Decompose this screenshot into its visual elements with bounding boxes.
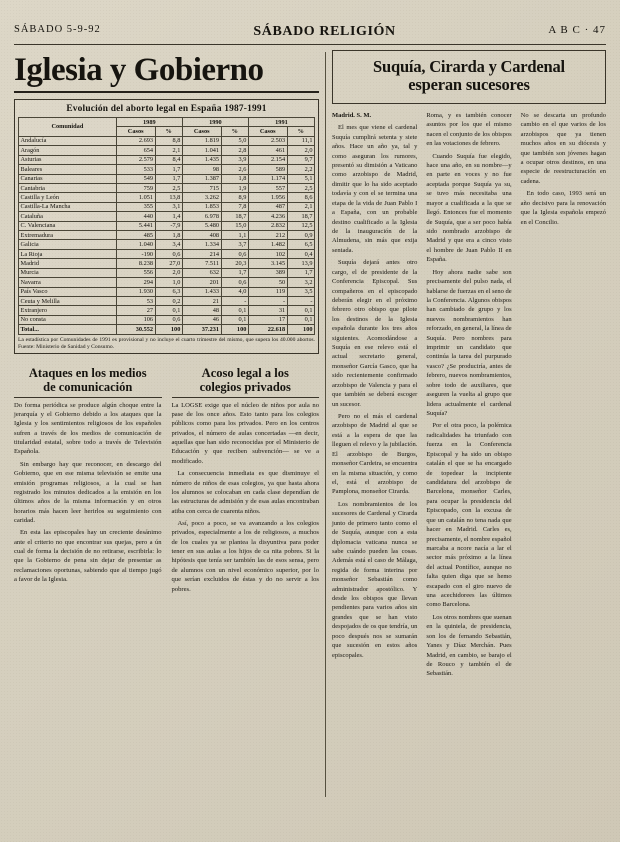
page-body	[14, 50, 606, 820]
cell-value: 106	[116, 315, 155, 324]
cell-value: -7,9	[155, 221, 182, 230]
cell-region: Extranjero	[19, 306, 117, 315]
cell-value: 46	[182, 315, 221, 324]
cell-value: -	[287, 297, 314, 306]
cell-value: 556	[116, 268, 155, 277]
cell-total-value: 22.618	[248, 325, 287, 334]
cell-value: 1,8	[155, 231, 182, 240]
cell-value: 1.040	[116, 240, 155, 249]
article-medios-rule	[14, 397, 162, 398]
cell-value: 2,5	[155, 183, 182, 192]
paragraph: Hoy ahora nadie sabe son precisamente del pulso nada, el hablarse de fuerzas en el seno de la Conferencia. Algunos obispos han cambiado de grupo y los nuevos nombramientos han reforzado, en general, la línea de Suquía. Pero nombres para imprimir un candidato que continúa la tarea del purpurado vasco? ¿Se produciría, antes de febrero, nuevos nombramientos, sobre todo de auxiliares, que aseguren la vuelta al grupo que lidera actualmente el cardenal Suquía?	[426, 268, 512, 418]
religion-headline-box	[332, 50, 606, 104]
table-row	[19, 202, 315, 211]
cell-value: 5,1	[287, 174, 314, 183]
cell-value: 1.334	[182, 240, 221, 249]
cell-value: 5.480	[182, 221, 221, 230]
cell-value: 4,0	[221, 287, 248, 296]
cell-value: 3,2	[287, 278, 314, 287]
paragraph: La consecuencia inmediata es que disminuye el número de niños de esas colegios, ya que hasta ahora los alumnos se colocaban en cada clase dependían de las estructuras de admisión y de esas aulas encontraban atiba con cerca de cuarenta niños.	[171, 470, 319, 515]
th-casos-89: Casos	[116, 127, 155, 136]
cell-value: 2.579	[116, 155, 155, 164]
article-medios-title: Ataques en los medios de comunicación	[28, 365, 147, 394]
cell-value: 0,1	[155, 306, 182, 315]
table-row	[19, 315, 315, 324]
cell-total-value: 100	[221, 325, 248, 334]
cell-value: 8,8	[155, 136, 182, 145]
cell-value: 294	[116, 278, 155, 287]
cell-value: 389	[248, 268, 287, 277]
cell-value: 1.041	[182, 146, 221, 155]
cell-value: 3,9	[221, 155, 248, 164]
table-row	[19, 240, 315, 249]
cell-value: 12,5	[287, 221, 314, 230]
cell-value: 11,1	[287, 136, 314, 145]
paragraph: Los otros nombres que suenan en la quiniela, de presidencia, son los de fernando Sebastián, Yanes y Díaz Merchán. Pues Madrid, en cambio, se barajo el de Rouco y también el de Sebastián.	[426, 613, 512, 678]
religion-col-1	[332, 111, 417, 682]
cell-value: 5,0	[221, 136, 248, 145]
cell-value: 557	[248, 183, 287, 192]
cell-value: 6,3	[155, 287, 182, 296]
cell-value: 2.503	[248, 136, 287, 145]
cell-value: 102	[248, 249, 287, 258]
cell-value: 1.433	[182, 287, 221, 296]
cell-total-value: 100	[287, 325, 314, 334]
cell-value: 50	[248, 278, 287, 287]
cell-value: 0,1	[221, 315, 248, 324]
paragraph: Roma, y es también conocer asuntos por los que el mismo nacen el conjunto de los obispos en las votaciones de febrero.	[426, 111, 512, 148]
paragraph: Suquía dejará antes otro cargo, el de presidente de la Conferencia Episcopal. Sus compañeros en el episcopado deberán elegir en el próximo febrero otro obispo que pilote los destinos de la Iglesia española durante los tres años siguientes. Acomodándose a Suquía en ese relevo está el actual secretario general, monseñor García Gasco, que ha sido recientemente confirmado arzobispo de Valencia y para el que también se deberá escoger un sucesor.	[332, 259, 418, 408]
cell-region: No consta	[19, 315, 117, 324]
cell-value: 15,0	[221, 221, 248, 230]
cell-value: 1,7	[155, 174, 182, 183]
cell-value: -	[221, 297, 248, 306]
cell-value: 2,2	[287, 165, 314, 174]
cell-region: Cataluña	[19, 212, 117, 221]
cell-value: 1.930	[116, 287, 155, 296]
table-row	[19, 306, 315, 315]
left-column-zone	[14, 50, 319, 597]
cell-value: 1,7	[287, 268, 314, 277]
cell-value: 0,6	[221, 249, 248, 258]
cell-region: Ceuta y Melilla	[19, 297, 117, 306]
paragraph: Pero no el más el cardenal arzobispo de Madrid al que se está a la espera de que las lleguen el relevo y la jubilación. El arzobispo de Burgos, monseñor Cardeira, se encuentra en la misma situación, y como el, está el arzobispo de Pamplona, monseñor Cirarda.	[332, 413, 418, 496]
column-divider	[325, 52, 326, 797]
article-medios	[14, 362, 162, 597]
cell-value: 9,7	[287, 155, 314, 164]
masthead	[14, 24, 606, 45]
cell-value: 1.435	[182, 155, 221, 164]
cell-value: 3,5	[287, 287, 314, 296]
cell-value: 3,4	[155, 240, 182, 249]
page-title: Iglesia y Gobierno	[14, 52, 264, 88]
cell-value: 5.441	[116, 221, 155, 230]
table-body	[19, 136, 315, 334]
cell-value: 0,4	[287, 249, 314, 258]
cell-value: 0,6	[221, 278, 248, 287]
cell-region: Madrid	[19, 259, 117, 268]
religion-col-2	[426, 111, 511, 682]
cell-value: 2,8	[221, 146, 248, 155]
article-colegios-body	[172, 401, 320, 594]
table-row	[19, 165, 315, 174]
cell-value: 461	[248, 146, 287, 155]
cell-region: Baleares	[19, 165, 117, 174]
cell-region: Galicia	[19, 240, 117, 249]
th-1990: 1990	[182, 118, 248, 127]
cell-value: 13,9	[287, 259, 314, 268]
cell-value: 214	[182, 249, 221, 258]
cell-value: 2,1	[287, 202, 314, 211]
article-colegios	[172, 362, 320, 597]
cell-value: 2.693	[116, 136, 155, 145]
table-row	[19, 268, 315, 277]
cell-value: 654	[116, 146, 155, 155]
cell-value: 2,0	[155, 268, 182, 277]
table-header-row-top	[19, 118, 315, 127]
cell-value: 20,3	[221, 259, 248, 268]
cell-value: 533	[116, 165, 155, 174]
cell-value: 8,6	[287, 193, 314, 202]
cell-total-value: 100	[155, 325, 182, 334]
cell-value: 119	[248, 287, 287, 296]
cell-value: -	[248, 297, 287, 306]
th-pct-90: %	[221, 127, 248, 136]
cell-value: 0,1	[287, 306, 314, 315]
cell-value: 1.174	[248, 174, 287, 183]
cell-value: 589	[248, 165, 287, 174]
cell-value: 48	[182, 306, 221, 315]
cell-region: Cantabria	[19, 183, 117, 192]
paragraph: Cuando Suquía fue elegido, hace una año, en su nombre—y en parte en voces y no fue aceptada porque Suquía ya su, se tuvo más necesitaba una mayor a cualificada a la que se llegó. Entonces fue el momento de Suquía, que a ser poco había sido nombrado arzobispo de Madrid y que era a cinco visto el hombre de Juan Pablo II en España.	[426, 152, 512, 264]
cell-region: C. Valenciana	[19, 221, 117, 230]
cell-value: 13,8	[155, 193, 182, 202]
cell-value: 355	[116, 202, 155, 211]
table-row	[19, 259, 315, 268]
religion-headline: Suquía, Cirarda y Cardenal esperan sucesores	[373, 57, 565, 95]
right-column-zone	[332, 50, 606, 682]
cell-region: Aragón	[19, 146, 117, 155]
abortion-data-table	[18, 117, 315, 335]
cell-value: 759	[116, 183, 155, 192]
cell-region: Asturias	[19, 155, 117, 164]
paragraph: La LOGSE exige que el núcleo de niños por aula no pase de los once años. Esto tanto para los colegios públicos como para los privados. Pero en los centros privados, el número de aulas concertadas —en decir, aquellas que han sido reconocidas por el Ministerio de Educación y que reciben subvención— se ve a modificado.	[171, 401, 319, 465]
cell-region: Castilla y León	[19, 193, 117, 202]
masthead-date: SÁBADO 5-9-92	[14, 24, 101, 35]
cell-value: 487	[248, 202, 287, 211]
article-colegios-title: Acoso legal a los colegios privados	[199, 365, 291, 394]
table-title: Evolución del aborto legal en España 1987-1991	[66, 104, 267, 114]
cell-value: 0,6	[155, 249, 182, 258]
cell-value: 7.511	[182, 259, 221, 268]
table-row	[19, 136, 315, 145]
paragraph: En esta las episcopales hay un creciente desánimo ante el criterio no que encontrar sus quejas, pero a ún cual de forma la decisión de no retirarse, escribirla: lo que la Gobierno de pena sin dejar de presentar as reclamaciones oportunas, sabiendo que al tiempo jugó a favor de la Iglesia.	[14, 529, 162, 584]
table-row	[19, 278, 315, 287]
cell-value: 1.051	[116, 193, 155, 202]
cell-value: 0,1	[287, 315, 314, 324]
cell-region: Castilla-La Mancha	[19, 202, 117, 211]
religion-col-3	[521, 111, 606, 682]
masthead-page: A B C · 47	[548, 24, 606, 36]
cell-value: 485	[116, 231, 155, 240]
table-row	[19, 174, 315, 183]
paragraph: Así, poco a poco, se va avanzando a los colegios privados, especialmente a los de religiosos, a muchos de los cuales ya se plantea la disyuntiva para poder tener en sus aulas a los hijos de ca nita pobres. Si la hipótesis que tenía ser también las de esos sensa, pero de alumnos con un nivel económico superior, por lo que serían excluidos de éstas y do no servir a los pobres.	[171, 519, 319, 593]
th-casos-90: Casos	[182, 127, 221, 136]
th-pct-89: %	[155, 127, 182, 136]
cell-value: 2,0	[287, 146, 314, 155]
th-pct-91: %	[287, 127, 314, 136]
paragraph: Los nombramientos de los sucesores de Cardenal y Cirarda junto de primero tanto como el de Suquía, aunque con a esta diplomacia vaticana nunca se sabe cuándo pueden las cosas. Además está el caso de Málaga, regida de forma interina por monseñor Sebastián como administrador apostólico. Y desde los obispos que llevan pendientes para varios años sin grandes que se han visto despojados de os que tendría, un poco después nos se sumarán que sucesión en estos años episcopales.	[332, 500, 418, 659]
article-medios-body	[14, 401, 162, 585]
th-comunidad: Comunidad	[19, 118, 117, 137]
cell-value: 27,0	[155, 259, 182, 268]
table-row	[19, 221, 315, 230]
th-1991: 1991	[248, 118, 314, 127]
table-row	[19, 183, 315, 192]
cell-value: 8.238	[116, 259, 155, 268]
cell-value: 2.154	[248, 155, 287, 164]
cell-value: 17	[248, 315, 287, 324]
left-subarticles	[14, 362, 319, 597]
cell-total-value: 30.552	[116, 325, 155, 334]
table-note: La estadística por Comunidades de 1991 es provisional y no incluye el cuarto trimestre del mismo, que supera los 40.000 abortos. Fuente: Ministerio de Sanidad y Consumo.	[18, 336, 315, 350]
cell-value: 0,6	[155, 315, 182, 324]
cell-value: 408	[182, 231, 221, 240]
cell-region: Andalucía	[19, 136, 117, 145]
cell-value: 18,7	[221, 212, 248, 221]
table-total-row	[19, 325, 315, 334]
cell-value: 1.853	[182, 202, 221, 211]
cell-value: 549	[116, 174, 155, 183]
cell-value: 6,5	[287, 240, 314, 249]
table-row	[19, 287, 315, 296]
cell-value: 7,8	[221, 202, 248, 211]
cell-value: 3.145	[248, 259, 287, 268]
cell-value: 1.819	[182, 136, 221, 145]
th-casos-91: Casos	[248, 127, 287, 136]
table-row	[19, 212, 315, 221]
table-row	[19, 146, 315, 155]
cell-value: 53	[116, 297, 155, 306]
cell-region: Murcia	[19, 268, 117, 277]
cell-value: 1.482	[248, 240, 287, 249]
table-row	[19, 231, 315, 240]
table-row	[19, 249, 315, 258]
masthead-section: SÁBADO RELIGIÓN	[253, 24, 396, 39]
cell-value: 3.262	[182, 193, 221, 202]
table-row	[19, 297, 315, 306]
cell-value: 2,5	[287, 183, 314, 192]
paragraph: Do forma periódica se produce algún choque entre la jerarquía y el Gobierno debido a los ataques que la Iglesia y los sentimientos religiosos de los españoles sufren a través de los medios de comunicación de titularidad estatal, sobre todo a través de Televisión Española.	[14, 401, 162, 456]
cell-value: 3,1	[155, 202, 182, 211]
cell-value: 2,1	[155, 146, 182, 155]
cell-value: 27	[116, 306, 155, 315]
table-row	[19, 155, 315, 164]
cell-value: 632	[182, 268, 221, 277]
cell-value: 715	[182, 183, 221, 192]
table-row	[19, 193, 315, 202]
cell-region: Extremadura	[19, 231, 117, 240]
cell-value: 1.387	[182, 174, 221, 183]
cell-value: 8,4	[155, 155, 182, 164]
paragraph: En todo caso, 1993 será un año decisivo para la renovación que la Iglesia española empezó en el Concilio.	[520, 190, 606, 226]
cell-value: 201	[182, 278, 221, 287]
cell-value: 21	[182, 297, 221, 306]
religion-article-columns	[332, 111, 606, 682]
cell-value: 4.236	[248, 212, 287, 221]
cell-value: 1,7	[221, 268, 248, 277]
cell-value: 3,7	[221, 240, 248, 249]
paragraph: Sin embargo hay que reconocer, en descargo del Gobierno, que en ese misma televisión se emite una emisión programas religiosos, a la cual se han registrado los minutos dedicados a la emisión en los últimos años de la misma información y en otros horarios más hacen leer herirlos su seguimiento con caridad.	[14, 460, 162, 524]
cell-total-value: 37.231	[182, 325, 221, 334]
cell-value: 1,7	[155, 165, 182, 174]
cell-value: 1,9	[221, 183, 248, 192]
abortion-table-box	[14, 99, 319, 354]
cell-value: 0,2	[155, 297, 182, 306]
cell-value: 1,8	[221, 174, 248, 183]
cell-region: Canarias	[19, 174, 117, 183]
th-1989: 1989	[116, 118, 182, 127]
cell-total-label: Total...	[19, 325, 117, 334]
cell-value: 440	[116, 212, 155, 221]
paragraph: No se descarta un profundo cambio en el que varios de los arzobispos que ya tienen muchos años en su diócesis y que también son jóvenes hagan a ocupar otros destinos, en una especie de reestructuración en cadena.	[520, 111, 606, 185]
cell-value: 2.832	[248, 221, 287, 230]
cell-value: 1,0	[155, 278, 182, 287]
article-colegios-rule	[172, 397, 320, 398]
cell-value: 6.978	[182, 212, 221, 221]
cell-region: Navarra	[19, 278, 117, 287]
cell-value: 1.956	[248, 193, 287, 202]
paragraph: Por el otra poco, la polémica radicalidades ha triunfado con fuerza en la Conferencia Episcopal y ha sido un obispo catalán el que se ha encargado de topedear la incipiente candidatura del arzobispo de Barcelona, monseñor Carles, para ocupar la presidencia del Episcopado, con la excusa de que un catalán no tena nada que hacer en Madrid. Carles es, precisamente, el nombre español marcaba a ncore nacía a lar el sector más próximo a la línea del actual Pontífice, aunque no falta quien diga que se hemo escapado con el giro nuevo de una acechidorees las últimos como Barcelona.	[426, 422, 512, 609]
cell-value: 1,1	[221, 231, 248, 240]
cell-region: La Rioja	[19, 249, 117, 258]
cell-value: 0,1	[221, 306, 248, 315]
title-rule	[14, 91, 319, 93]
paragraph: Madrid. S. M.	[332, 111, 372, 119]
cell-region: País Vasco	[19, 287, 117, 296]
cell-value: 18,7	[287, 212, 314, 221]
cell-value: 212	[248, 231, 287, 240]
cell-value: 98	[182, 165, 221, 174]
cell-value: 31	[248, 306, 287, 315]
paragraph: El mes que viene el cardenal Suquía cumplirá setenta y siete años. Hace un año ya, tal y como aseguran los rumores, presentó su dimisión a Vaticano como arzobispo de Madrid, dimitir que lo ha sido aceptado todavía y con el se termina una etapa de la vida de Juan Pablo I a España, con un probable destino cualificado a la Iglesia de la inauguración de la Almudena, sin más que exija sentada.	[332, 124, 418, 254]
cell-value: 0,9	[287, 231, 314, 240]
cell-value: 8,9	[221, 193, 248, 202]
cell-value: 1,4	[155, 212, 182, 221]
cell-value: 2,6	[221, 165, 248, 174]
cell-value: -190	[116, 249, 155, 258]
